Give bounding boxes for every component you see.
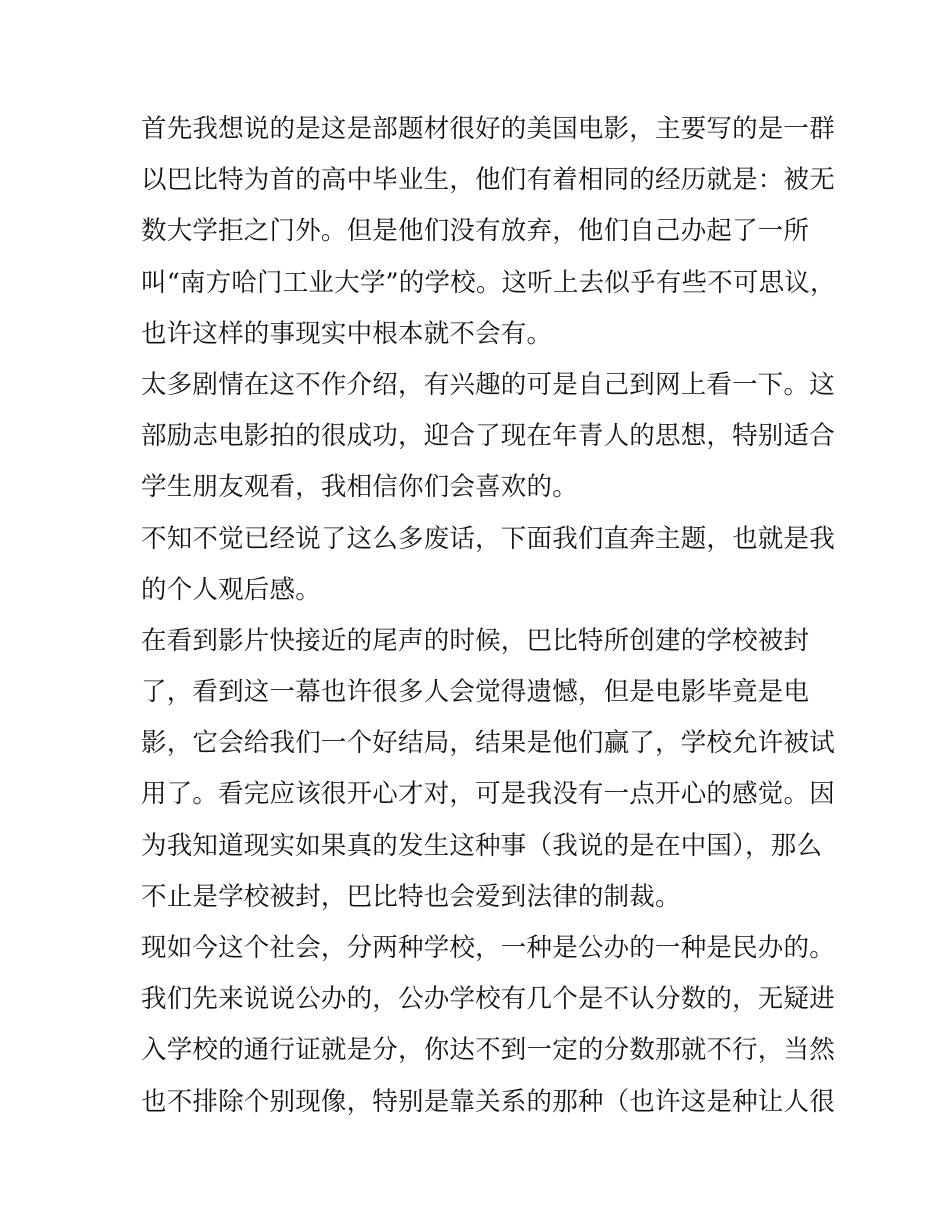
text-line: 以巴比特为首的高中毕业生，他们有着相同的经历就是：被无 <box>141 165 835 196</box>
text-line: 首先我想说的是这是部题材很好的美国电影，主要写的是一群 <box>141 114 835 144</box>
text-line: 影，它会给我们一个好结局，结果是他们赢了，学校允许被试 <box>141 728 835 759</box>
text-line: 了，看到这一幕也许很多人会觉得遗憾，但是电影毕竟是电 <box>141 677 810 708</box>
text-line: 也许这样的事现实中根本就不会有。 <box>141 318 553 349</box>
text-line: 在看到影片快接近的尾声的时候，巴比特所创建的学校被封 <box>141 625 810 656</box>
text-line: 叫“南方哈门工业大学”的学校。这听上去似乎有些不可思议， <box>141 267 836 298</box>
text-line: 太多剧情在这不作介绍，有兴趣的可是自己到网上看一下。这 <box>141 369 835 400</box>
document-body <box>141 104 836 1128</box>
text-line: 不知不觉已经说了这么多废话，下面我们直奔主题，也就是我 <box>141 523 835 554</box>
text-line: 不止是学校被封，巴比特也会爱到法律的制裁。 <box>141 881 681 912</box>
text-line: 部励志电影拍的很成功，迎合了现在年青人的思想，特别适合 <box>141 421 835 452</box>
text-line: 入学校的通行证就是分，你达不到一定的分数那就不行，当然 <box>141 1035 835 1066</box>
text-line: 现如今这个社会，分两种学校，一种是公办的一种是民办的。 <box>141 933 835 963</box>
text-line: 学生朋友观看，我相信你们会喜欢的。 <box>141 472 578 503</box>
text-line: 用了。看完应该很开心才对，可是我没有一点开心的感觉。因 <box>141 779 835 810</box>
text-line: 我们先来说说公办的，公办学校有几个是不认分数的，无疑进 <box>141 984 835 1015</box>
text-line: 数大学拒之门外。但是他们没有放弃，他们自己办起了一所 <box>141 216 810 247</box>
text-line: 的个人观后感。 <box>141 574 321 605</box>
text-line: 为我知道现实如果真的发生这种事（我说的是在中国），那么 <box>141 830 823 861</box>
text-line: 也不排除个别现像，特别是靠关系的那种（也许这是种让人很 <box>141 1086 835 1117</box>
